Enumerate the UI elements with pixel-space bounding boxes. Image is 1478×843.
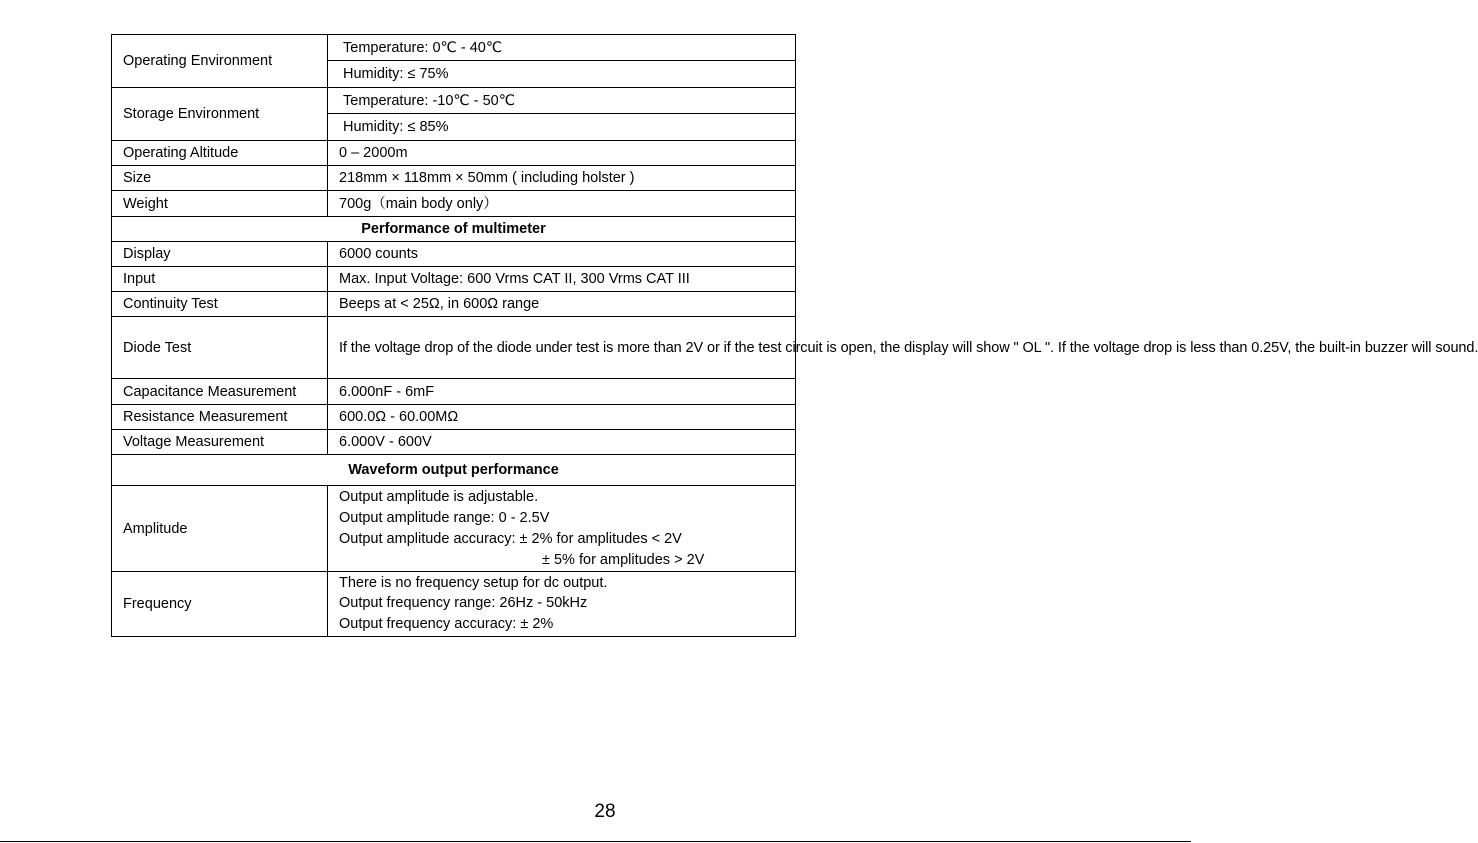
amplitude-value — [328, 486, 796, 572]
table-row — [112, 35, 796, 61]
table-row — [112, 486, 796, 572]
storage-humidity-value: Humidity: ≤ 85% — [328, 114, 796, 141]
operating-humidity-value: Humidity: ≤ 75% — [328, 61, 796, 88]
size-value: 218mm × 118mm × 50mm ( including holster ) — [328, 166, 796, 191]
amplitude-line-4: ± 5% for amplitudes > 2V — [542, 551, 705, 568]
table-row — [112, 141, 796, 166]
capacitance-value: 6.000nF - 6mF — [328, 379, 796, 405]
table-row — [112, 405, 796, 430]
table-row — [112, 430, 796, 455]
section-header-waveform: Waveform output performance — [112, 455, 796, 486]
input-value: Max. Input Voltage: 600 Vrms CAT II, 300 Vrms CAT III — [328, 267, 796, 292]
operating-temperature-value: Temperature: 0℃ - 40℃ — [328, 35, 796, 61]
amplitude-line-1: Output amplitude is adjustable. — [339, 488, 539, 505]
frequency-line-3: Output frequency accuracy: ± 2% — [339, 616, 554, 632]
storage-temperature-value: Temperature: -10℃ - 50℃ — [328, 88, 796, 114]
table-row — [112, 242, 796, 267]
bottom-divider — [0, 841, 1191, 842]
table-row — [112, 572, 796, 637]
diode-value: If the voltage drop of the diode under test is more than 2V or if the test circuit is open, the display will show " OL ". If the voltage drop is less than 0.25V, the built-in buzzer will sound. — [328, 317, 796, 379]
specifications-table — [111, 34, 1478, 637]
resistance-value: 600.0Ω - 60.00MΩ — [328, 405, 796, 430]
table-row — [112, 88, 796, 114]
input-label: Input — [112, 267, 328, 292]
frequency-line-1: There is no frequency setup for dc output. — [339, 575, 608, 591]
frequency-line-2: Output frequency range: 26Hz - 50kHz — [339, 595, 588, 611]
size-label: Size — [112, 166, 328, 191]
table-row — [112, 166, 796, 191]
voltage-label: Voltage Measurement — [112, 430, 328, 455]
capacitance-label: Capacitance Measurement — [112, 379, 328, 405]
amplitude-line-2: Output amplitude range: 0 - 2.5V — [339, 509, 550, 526]
table-row — [112, 267, 796, 292]
frequency-label: Frequency — [112, 572, 328, 637]
storage-environment-label: Storage Environment — [112, 88, 328, 141]
table-row — [112, 379, 796, 405]
resistance-label: Resistance Measurement — [112, 405, 328, 430]
operating-environment-label: Operating Environment — [112, 35, 328, 88]
diode-label: Diode Test — [112, 317, 328, 379]
table-row — [112, 455, 796, 486]
continuity-value: Beeps at < 25Ω, in 600Ω range — [328, 292, 796, 317]
amplitude-label: Amplitude — [112, 486, 328, 572]
weight-label: Weight — [112, 191, 328, 217]
table-row — [112, 191, 796, 217]
table-row — [112, 217, 796, 242]
page-number: 28 — [594, 801, 616, 822]
display-label: Display — [112, 242, 328, 267]
altitude-value: 0 – 2000m — [328, 141, 796, 166]
voltage-value: 6.000V - 600V — [328, 430, 796, 455]
section-header-multimeter: Performance of multimeter — [112, 217, 796, 242]
display-value: 6000 counts — [328, 242, 796, 267]
table-row — [112, 292, 796, 317]
continuity-label: Continuity Test — [112, 292, 328, 317]
frequency-value — [328, 572, 796, 637]
amplitude-line-3: Output amplitude accuracy: ± 2% for amplitudes < 2V — [339, 530, 682, 547]
altitude-label: Operating Altitude — [112, 141, 328, 166]
table-row — [112, 317, 796, 379]
weight-value: 700g（main body only） — [328, 191, 796, 217]
